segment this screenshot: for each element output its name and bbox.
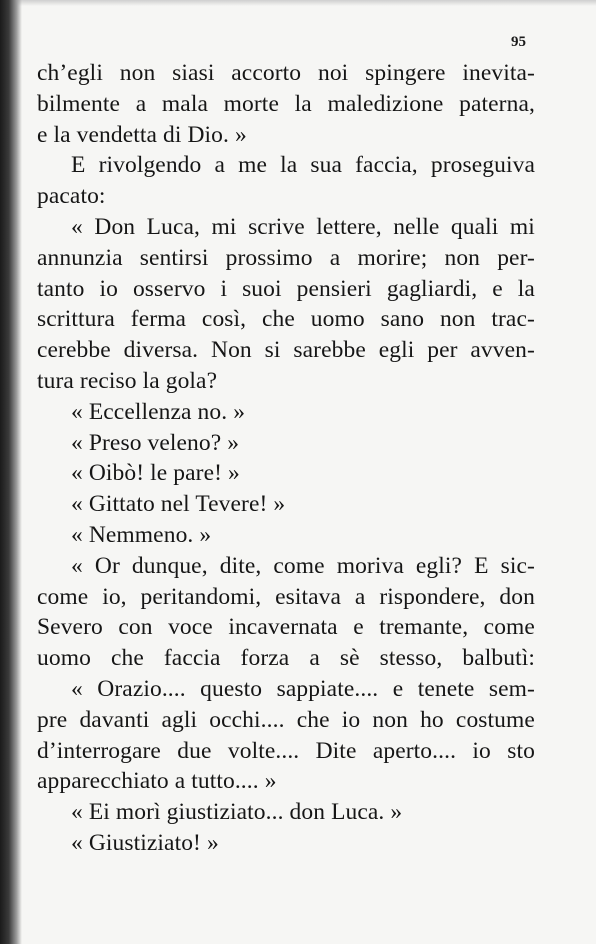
text-line: « Don Luca, mi scrive lettere, nelle quali mi — [71, 213, 535, 240]
text-line: pre davanti agli occhi.... che io non ho costume — [37, 706, 535, 733]
text-line: « Nemmeno. » — [71, 521, 212, 548]
body-text — [37, 58, 535, 859]
binding-gutter-shadow — [0, 0, 22, 944]
text-line: d’interrogare due volte.... Dite aperto.... io sto — [37, 737, 535, 764]
text-line: annunzia sentirsi prossimo a morire; non per- — [37, 244, 535, 271]
text-line: scrittura ferma così, che uomo sano non trac- — [37, 306, 535, 333]
text-line: « Eccellenza no. » — [71, 398, 246, 425]
text-line: Severo con voce incavernata e tremante, come — [37, 614, 535, 641]
text-line: pacato: — [37, 183, 106, 210]
text-line: tanto io osservo i suoi pensieri gagliardi, e la — [37, 275, 535, 302]
text-line: bilmente a mala morte la maledizione paterna, — [37, 90, 535, 117]
text-line: tura reciso la gola? — [37, 367, 218, 394]
text-line: « Oibò! le pare! » — [71, 460, 240, 487]
text-line: come io, peritandomi, esitava a rispondere, don — [37, 583, 535, 610]
text-line: ch’egli non siasi accorto noi spingere inevita- — [37, 60, 535, 86]
text-line: E rivolgendo a me la sua faccia, proseguiva — [71, 152, 535, 179]
text-line: « Gittato nel Tevere! » — [71, 491, 286, 518]
text-line: « Or dunque, dite, come moriva egli? E sic- — [71, 552, 535, 579]
text-line: « Ei morì giustiziato... don Luca. » — [71, 799, 403, 826]
page-top-edge — [0, 0, 596, 6]
text-line: cerebbe diversa. Non si sarebbe egli per avven- — [37, 337, 535, 364]
page-number: 95 — [511, 34, 526, 50]
text-line: « Orazio.... questo sappiate.... e tenete sem- — [71, 675, 535, 702]
text-line: apparecchiato a tutto.... » — [37, 768, 277, 795]
text-line: e la vendetta di Dio. » — [37, 121, 247, 148]
text-line: « Preso veleno? » — [71, 429, 240, 456]
text-line: uomo che faccia forza a sè stesso, balbutì: — [37, 645, 535, 672]
text-line: « Giustiziato! » — [71, 829, 219, 856]
